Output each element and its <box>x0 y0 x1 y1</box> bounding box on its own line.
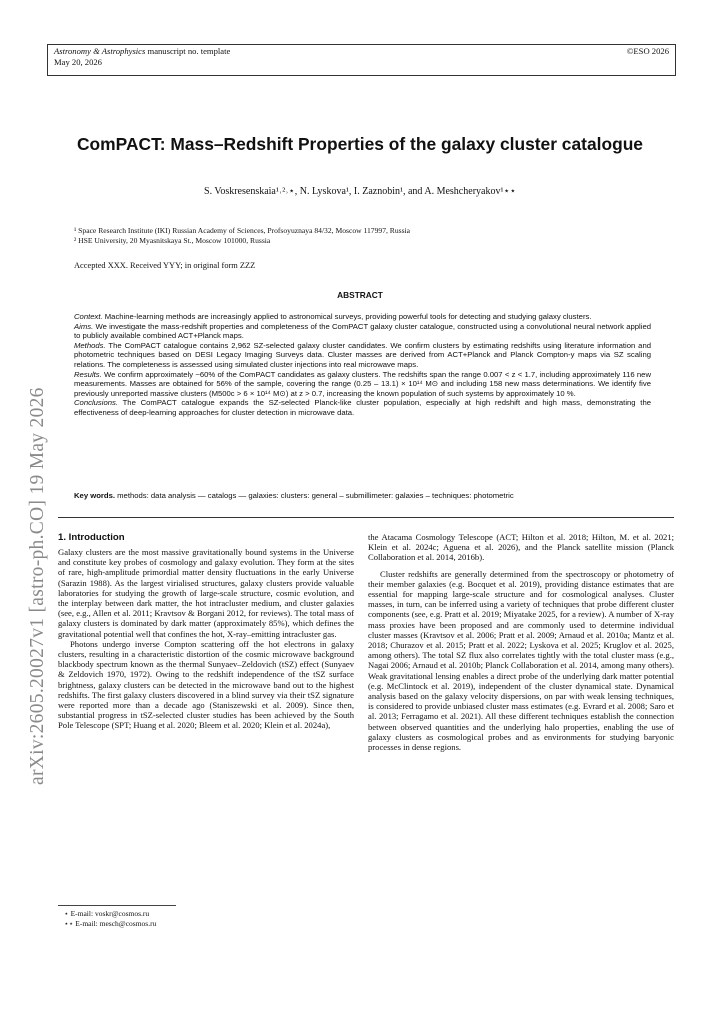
header-left <box>54 46 230 67</box>
abstract-conclusions <box>74 398 651 417</box>
affiliation-1: ¹ Space Research Institute (IKI) Russian Academy of Sciences, Profsoyuznaya 84/32, Moscow 117997, Russia <box>74 226 411 235</box>
section-divider <box>58 517 674 518</box>
intro-paragraph-1: Galaxy clusters are the most massive gravitationally bound systems in the Universe and constitute key probes of cosmology and galaxy evolution. They form at the sites of rare, high-amplitude primordial matter density fluctuations in the early Universe (Sarazin 1988). As the largest virialised structures, galaxy clusters provide valuable laboratories for studying the growth of large-scale structure, cosmic evolution, and the interplay between dark matter, the hot intracluster medium, and cluster galaxies (see, e.g., Allen et al. 2011; Kravtsov & Borgani 2012, for reviews). The total mass of galaxy clusters is dominated by dark matter (approximately 85%), which defines the gravitational potential well that confines the hot, X-ray–emitting intracluster gas. <box>58 547 354 639</box>
intro-paragraph-2: Photons undergo inverse Compton scattering off the hot electrons in galaxy clusters, resulting in a characteristic distortion of the cosmic microwave background blackbody spectrum known as the thermal Sunyaev–Zeldovich (tSZ) effect (Sunyaev & Zeldovich 1970, 1972). Owing to the redshift independence of the tSZ surface brightness, galaxy clusters can be detected in the microwave band out to the highest redshifts. The first galaxy clusters discovered in a blind survey via their tSZ signature were reported more than a decade ago (Staniszewski et al. 2009). Since then, substantial progress in tSZ-selected cluster studies has been achieved by the South Pole Telescope (SPT; Huang et al. 2020; Bleem et al. 2020; Klein et al. 2024a), <box>58 638 354 731</box>
section-heading-introduction: 1. Introduction <box>58 532 125 543</box>
context-text: Machine-learning methods are increasingly applied to astronomical surveys, providing powerful tools for detecting and studying galaxy clusters. <box>102 312 592 321</box>
received-line: Accepted XXX. Received YYY; in original form ZZZ <box>74 261 256 270</box>
conclusions-text: The ComPACT catalogue expands the SZ-selected Planck-like cluster population, especially at high redshift and high mass, demonstrating the effectiveness of deep-learning approaches for cluster detection in microwave data. <box>74 398 651 417</box>
methods-text: The ComPACT catalogue contains 2,962 SZ-selected galaxy cluster candidates. We confirm clusters by estimating redshifts using literature information and photometric techniques based on DESI Legacy Imaging Surveys data. Cluster masses are derived from ACT+Planck and Planck Compton-y maps via SZ scaling relations. The completeness is assessed using simulated cluster injections into real microwave maps. <box>74 340 651 369</box>
affiliation-2: ² HSE University, 20 Myasnitskaya St., Moscow 101000, Russia <box>74 236 271 245</box>
author-list: S. Voskresenskaia¹˒²˒⋆, N. Lyskova¹, I. Zaznobin¹, and A. Meshcheryakov¹⋆⋆ <box>204 186 516 197</box>
abstract <box>74 312 651 418</box>
right-column <box>368 532 674 752</box>
header-box <box>47 44 676 76</box>
results-text: We confirm approximately ~60% of the ComPACT candidates as galaxy clusters. The redshifts span the range 0.007 < z < 1.7, including approximately 116 new measurements. Masses are obtained for 56% of the sample, covering the range (0.25 – 13.1) × 10¹⁴ M⊙ and including 158 new mass determinations. We identify five previously unreported massive clusters (M500c > 6 × 10¹⁴ M⊙) at z > 0.7, increasing the known population of such systems by approximately 10 %. <box>74 369 651 398</box>
abstract-results <box>74 370 651 399</box>
footnote-1: ⋆ E-mail: voskr@cosmos.ru <box>64 909 150 918</box>
keywords-text: methods: data analysis — catalogs — galaxies: clusters: general – submillimeter: galaxies – techniques: photometric <box>115 491 514 500</box>
intro-paragraph-2-continued: the Atacama Cosmology Telescope (ACT; Hilton et al. 2018; Hilton, M. et al. 2021; Klein et al. 2024c; Aguena et al. 2026), and the Planck satellite mission (Planck Collaboration et al. 2014, 2016b). <box>368 532 674 563</box>
conclusions-label: Conclusions. <box>74 398 119 408</box>
abstract-methods <box>74 341 651 370</box>
manuscript-label: manuscript no. template <box>145 46 231 56</box>
abstract-context <box>74 312 651 322</box>
paper-title: ComPACT: Mass–Redshift Properties of the galaxy cluster catalogue <box>77 134 643 154</box>
header-date: May 20, 2026 <box>54 56 102 67</box>
copyright: ©ESO 2026 <box>626 46 669 56</box>
footnote-2: ⋆⋆ E-mail: mesch@cosmos.ru <box>64 918 157 928</box>
intro-paragraph-3: Cluster redshifts are generally determined from the spectroscopy or photometry of their member galaxies (e.g. Bocquet et al. 2019), providing distance estimates that are essential for mapping large-scale structure and for cosmological analyses. Cluster masses, in turn, can be inferred using a variety of techniques that probe different cluster components (see, e.g. Pratt et al. 2019; Miyatake 2025, for a review). A number of X-ray mass proxies have been proposed and are commonly used to determine individual cluster masses (Kravtsov et al. 2006; Pratt et al. 2009; Arnaud et al. 2010a; Mantz et al. 2018; Churazov et al. 2015; Pratt et al. 2022; Lyskova et al. 2025; Kruglov et al. 2025, among others). The total SZ flux also correlates tightly with the total cluster mass (e.g., Nagai 2006; Arnaud et al. 2010b; Planck Collaboration et al. 2014, among many others). Weak gravitational lensing enables a direct probe of the underlying dark matter potential (e.g. McClintock et al. 2019), independent of the cluster dynamical state. Dynamical analysis based on the galaxy velocity dispersions, on par with weak lensing techniques, is considered to provide unbiased cluster mass estimates (e.g. Evrard et al. 2008; Saro et al. 2013; Ferragamo et al. 2021). All these different techniques establish the connection between observed quantities and the underlying halo properties, enabling the use of galaxy clusters as cosmological probes and as environments for studying baryonic processes in dense regions. <box>368 568 674 753</box>
abstract-aims <box>74 322 651 341</box>
aims-label: Aims. <box>74 321 94 331</box>
abstract-heading: ABSTRACT <box>337 290 383 300</box>
footnotes <box>58 909 156 928</box>
aims-text: We investigate the mass-redshift properties and completeness of the ComPACT galaxy cluster catalogue, constructed using a convolutional neural network applied to publicly available combined ACT+Planck maps. <box>74 321 651 341</box>
keywords <box>74 491 651 500</box>
keywords-label: Key words. <box>74 491 116 500</box>
footnote-divider <box>58 905 176 906</box>
results-label: Results. <box>74 369 102 379</box>
methods-label: Methods. <box>74 340 106 350</box>
journal-name: Astronomy & Astrophysics <box>54 46 146 56</box>
arxiv-sidebar-stamp: arXiv:2605.20027v1 [astro-ph.CO] 19 May 2026 <box>27 387 48 785</box>
context-label: Context. <box>74 312 103 321</box>
left-column <box>58 532 354 731</box>
